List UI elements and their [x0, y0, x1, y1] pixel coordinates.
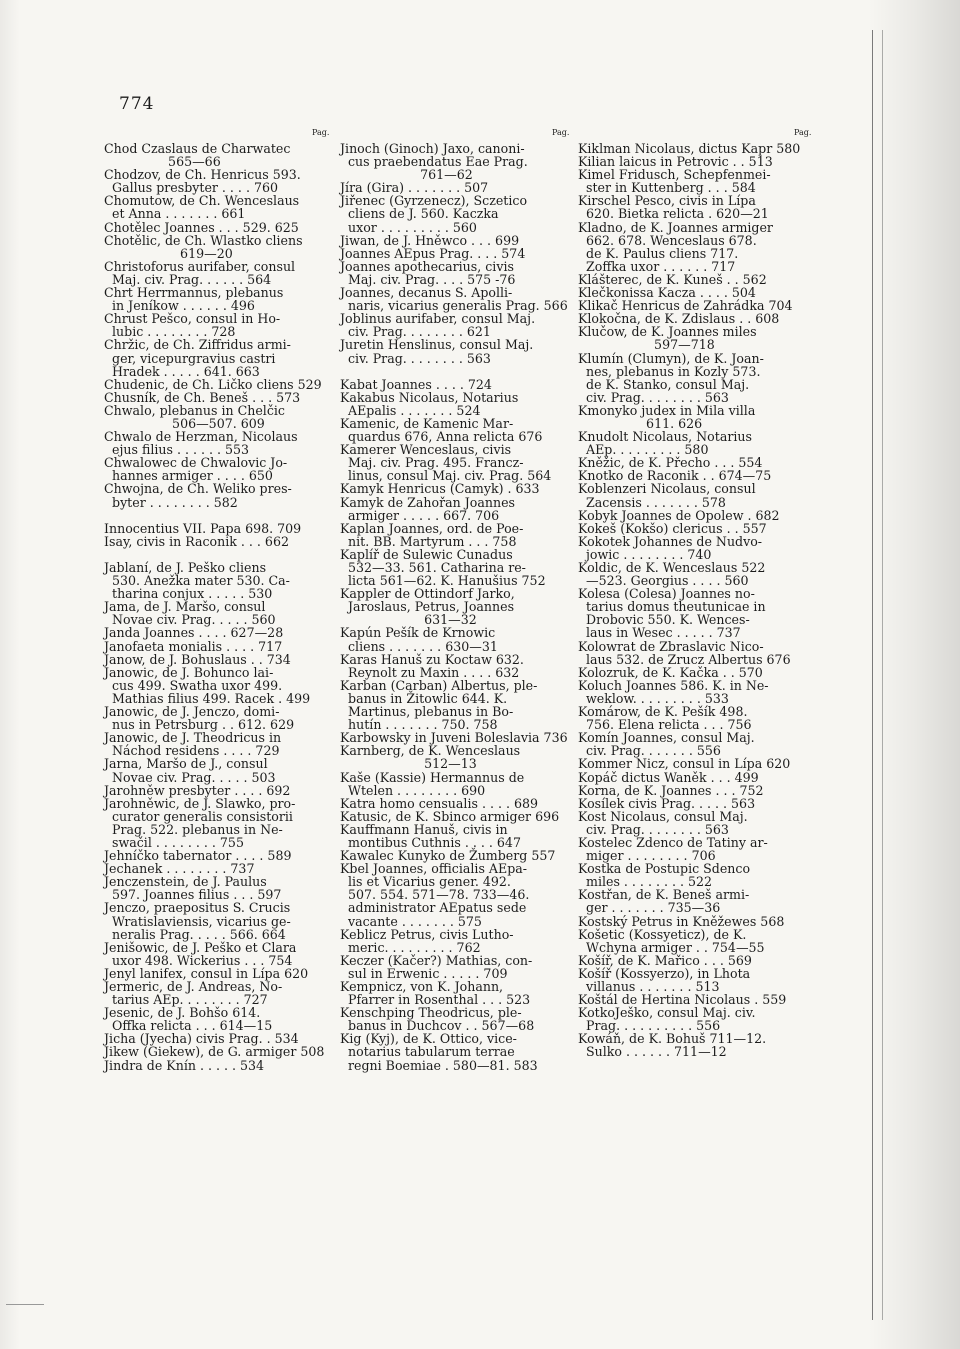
index-entry: lubic . . . . . . . . 728 — [104, 324, 236, 340]
index-entry: Kawalec Kunyko de Žumberg 557 — [340, 848, 556, 864]
index-entry: —523. Georgius . . . . 560 — [578, 573, 749, 589]
index-entry: linus, consul Maj. civ. Prag. 564 — [340, 468, 552, 484]
index-entry: cliens . . . . . . . 630—31 — [340, 638, 498, 654]
index-entry: Chwalowec de Chwalovic Jo- — [104, 455, 288, 471]
index-entry: Jiwan, de J. Hněwco . . . 699 — [340, 232, 520, 248]
index-entry: Keblicz Petrus, civis Lutho- — [340, 926, 514, 942]
binding-line — [872, 30, 873, 1320]
index-entry: Kenschping Theodricus, ple- — [340, 1005, 522, 1021]
index-entry: montibus Cuthnis . . . . 647 — [340, 834, 521, 850]
index-entry: naris, vicarius generalis Prag. 566 — [340, 298, 568, 314]
index-entry: Kokotek Johannes de Nudvo- — [578, 533, 763, 549]
index-entry: 532—33. 561. Catharina re- — [340, 560, 526, 575]
index-entry: Chudenic, de Ch. Ličko cliens 529 — [104, 376, 322, 392]
index-entry: Maj. civ. Prag. . . . 575 -76 — [340, 271, 516, 287]
index-entry: Kempnicz, von K. Johann, — [340, 979, 504, 994]
index-entry: Klečkonissa Kacza . . . . 504 — [578, 285, 756, 301]
index-entry: Joannes, decanus S. Apolli- — [340, 285, 513, 301]
index-entry: Koblenzeri Nicolaus, consul — [578, 481, 756, 497]
index-entry: Chomutow, de Ch. Wenceslaus — [104, 193, 300, 209]
index-column-1 — [104, 142, 336, 1072]
index-entry: Chrust Pešco, consul in Ho- — [104, 311, 281, 327]
index-entry: 507. 554. 571—78. 733—46. — [340, 887, 530, 903]
index-entry: Chržic, de Ch. Ziffridus armi- — [104, 337, 291, 353]
index-entry: banus in Žitowlic 644. K. — [340, 690, 508, 706]
index-entry: ejus filius . . . . . . 553 — [104, 442, 250, 458]
index-entry: Kostka de Postupic Sdenco — [578, 861, 751, 877]
index-entry: Katra homo censualis . . . . 689 — [340, 795, 539, 811]
index-entry: Kamerer Wenceslaus, civis — [340, 442, 512, 458]
index-entry: Joblinus aurifaber, consul Maj. — [340, 311, 536, 327]
index-entry: 611. 626 — [578, 415, 703, 431]
index-entry: nus in Petrsburg . . 612. 629 — [104, 717, 295, 733]
index-entry: Jíra (Gira) . . . . . . . 507 — [340, 180, 489, 196]
index-entry: tarius domus theutunicae in — [578, 599, 766, 615]
index-entry: Kamyk Henricus (Camyk) . 633 — [340, 481, 540, 497]
index-column-2 — [340, 142, 574, 1072]
binding-line — [882, 30, 883, 1320]
index-entry: notarius tabularum terrae — [340, 1044, 515, 1060]
index-entry: Klučow, de K. Joannes miles — [578, 324, 757, 340]
page-shadow-left — [0, 0, 20, 1349]
index-entry: Knudolt Nicolaus, Notarius — [578, 429, 752, 445]
index-entry: Jermeric, de J. Andreas, No- — [104, 979, 283, 994]
index-entry: Chwojna, de Ch. Weliko pres- — [104, 481, 292, 497]
index-entry: Komárow, de K. Pešík 498. — [578, 704, 748, 720]
index-entry: uxor . . . . . . . . . 560 — [340, 219, 477, 235]
index-entry: Kopáč dictus Waněk . . . 499 — [578, 769, 759, 785]
index-entry: Kobyk Joannes de Opolew . 682 — [578, 507, 780, 523]
index-entry: Wchyna armiger . . 754—55 — [578, 939, 765, 955]
index-entry: Pfarrer in Rosenthal . . . 523 — [340, 992, 531, 1008]
index-entry: Chotělic, de Ch. Wlastko cliens — [104, 232, 303, 248]
index-entry: 662. 678. Wenceslaus 678. — [578, 232, 757, 248]
index-entry: 597. Joannes filius . . . 597 — [104, 887, 282, 903]
index-entry: Wtelen . . . . . . . . 690 — [340, 782, 486, 798]
index-entry: 761—62 — [340, 167, 473, 183]
index-entry — [340, 365, 574, 378]
index-entry: Janofaeta monialis . . . . 717 — [104, 638, 283, 654]
index-entry: licta 561—62. K. Hanušius 752 — [340, 573, 546, 589]
index-entry: miles . . . . . . . . 522 — [578, 874, 713, 890]
index-entry: Jarna, Maršo de J., consul — [104, 756, 268, 772]
index-entry: civ. Prag. . . . . . . . 563 — [578, 821, 729, 837]
index-entry: Kost Nicolaus, consul Maj. — [578, 808, 748, 824]
index-entry: Klokočna, de K. Zdislaus . . 608 — [578, 311, 780, 327]
index-entry: cus praebendatus Eae Prag. — [340, 154, 528, 170]
index-entry: Jikew (Giekew), de G. armiger 508 — [104, 1044, 325, 1060]
index-entry: quardus 676, Anna relicta 676 — [340, 429, 543, 445]
index-entry: Kig (Kyj), de K. Ottico, vice- — [340, 1031, 517, 1047]
page-number: 774 — [119, 94, 155, 114]
index-entry: uxor 498. Wickerius . . . 754 — [104, 952, 293, 968]
index-entry: Košíř, de K. Mařico . . . 569 — [578, 952, 752, 968]
index-entry: Kakabus Nicolaus, Notarius — [340, 389, 519, 405]
index-entry: miger . . . . . . . . 706 — [578, 848, 716, 864]
pag-label: Pag. — [794, 128, 812, 137]
index-entry: Janda Joannes . . . . 627—28 — [104, 625, 284, 641]
index-entry: Karnberg, de K. Wenceslaus — [340, 743, 521, 759]
pag-label: Pag. — [552, 128, 570, 137]
index-entry: Knotko de Raconik . . 674—75 — [578, 468, 772, 484]
index-entry: swačil . . . . . . . . 755 — [104, 834, 244, 850]
index-entry: armiger . . . . . 667. 706 — [340, 507, 500, 523]
index-entry: 565—66 — [104, 154, 221, 170]
index-entry: neralis Prag. . . . . 566. 664 — [104, 926, 286, 942]
index-entry: Kolowrat de Zbraslavic Nico- — [578, 638, 764, 654]
index-entry: Drobovic 550. K. Wences- — [578, 612, 750, 628]
index-entry: hutín . . . . . . . 750. 758 — [340, 717, 498, 733]
index-entry: Novae civ. Prag. . . . . 503 — [104, 769, 276, 785]
index-entry: Kladno, de K. Joannes armiger — [578, 219, 773, 235]
index-entry: Kolesa (Colesa) Joannes no- — [578, 586, 755, 602]
index-entry: Chusník, de Ch. Beneš . . . 573 — [104, 389, 301, 405]
index-entry: lis et Vicarius gener. 492. — [340, 874, 511, 890]
index-entry: Kosílek civis Prag. . . . . 563 — [578, 795, 756, 811]
index-entry: Koštál de Hertina Nicolaus . 559 — [578, 992, 787, 1008]
index-entry: Juretin Henslinus, consul Maj. — [340, 337, 534, 353]
index-entry: Kaplan Joannes, ord. de Poe- — [340, 520, 524, 536]
index-entry: Karas Hanuš zu Koctaw 632. — [340, 651, 524, 667]
index-entry: villanus . . . . . . . 513 — [578, 979, 720, 994]
index-entry: laus in Wesec . . . . . 737 — [578, 625, 741, 641]
index-entry: Jicha (Jyecha) civis Prag. . 534 — [104, 1031, 299, 1047]
index-entry: Janow, de J. Bohuslaus . . 734 — [104, 651, 291, 667]
index-entry: Kmonyko judex in Mila villa — [578, 402, 756, 418]
index-entry — [104, 509, 336, 522]
index-entry: Kokeš (Kokšo) clericus . . 557 — [578, 520, 767, 536]
index-entry: Košetic (Kossyeticz), de K. — [578, 926, 747, 942]
index-entry: Kilian laicus in Petrovic . . 513 — [578, 154, 773, 170]
index-entry: Chwalo de Herzman, Nicolaus — [104, 429, 298, 445]
index-entry: civ. Prag. . . . . . . . 563 — [340, 350, 491, 366]
index-entry: sul in Erwenic . . . . . 709 — [340, 965, 508, 981]
index-entry: Jenyl lanifex, consul in Lípa 620 — [104, 965, 309, 981]
index-entry: Jesenic, de J. Bohšo 614. — [104, 1005, 261, 1021]
index-entry: Kostelec Zdenco de Tatiny ar- — [578, 834, 768, 850]
index-entry: Jindra de Knín . . . . . 534 — [104, 1057, 265, 1073]
index-entry: Joannes apothecarius, civis — [340, 258, 514, 274]
index-entry: vacante . . . . . . . 575 — [340, 913, 482, 929]
index-entry: 619—20 — [104, 245, 233, 261]
index-entry: Joannes AEpus Prag. . . . 574 — [340, 245, 526, 261]
index-entry: civ. Prag. . . . . . . 556 — [578, 743, 721, 759]
pag-label: Pag. — [312, 128, 330, 137]
index-entry: Karbowsky in Juveni Boleslavia 736 — [340, 730, 568, 746]
index-entry: Komín Joannes, consul Maj. — [578, 730, 755, 746]
index-entry: Kiklman Nicolaus, dictus Kapr 580 — [578, 141, 801, 156]
index-entry: Jechanek . . . . . . . . 737 — [104, 861, 255, 877]
index-entry: 530. Anežka mater 530. Ca- — [104, 573, 290, 589]
index-entry: byter . . . . . . . . 582 — [104, 494, 238, 510]
index-entry: Korna, de K. Joannes . . . 752 — [578, 782, 764, 798]
index-entry: Klumín (Clumyn), de K. Joan- — [578, 350, 764, 366]
index-entry: Janowic, de J. Jenczo, domi- — [104, 704, 280, 720]
index-entry: Maj. civ. Prag. 495. Francz- — [340, 455, 524, 471]
index-entry: Jarohněwic, de J. Slawko, pro- — [104, 795, 296, 811]
index-entry: 756. Elena relicta . . . 756 — [578, 717, 752, 733]
index-entry: Hradek . . . . . 641. 663 — [104, 363, 260, 379]
index-entry: Chodzov, de Ch. Henricus 593. — [104, 167, 301, 183]
index-entry: weklow. . . . . . . . . 533 — [578, 690, 729, 706]
index-entry: Keczer (Kačer?) Mathias, con- — [340, 952, 533, 968]
index-entry: Chod Czaslaus de Charwatec — [104, 141, 291, 156]
index-entry: Innocentius VII. Papa 698. 709 — [104, 520, 302, 536]
index-entry: Kostřan, de K. Beneš armi- — [578, 887, 750, 903]
index-entry: Isay, civis in Raconik . . . 662 — [104, 533, 289, 549]
index-entry: Klikač Henricus de Zahrádka 704 — [578, 298, 793, 314]
index-entry: Kamyk de Zahořan Joannes — [340, 494, 515, 510]
index-entry: Kamenic, de Kamenic Mar- — [340, 415, 514, 431]
index-entry: administrator AEpatus sede — [340, 900, 527, 916]
index-entry: Kommer Nicz, consul in Lípa 620 — [578, 756, 791, 772]
index-entry: Kauffmann Hanuš, civis in — [340, 821, 508, 837]
index-entry: de K. Stanko, consul Maj. — [578, 376, 750, 392]
index-entry: Martinus, plebanus in Bo- — [340, 704, 514, 720]
index-entry: Katusic, de K. Sbinco armiger 696 — [340, 808, 560, 824]
index-entry: Kapún Pešík de Krnowic — [340, 625, 496, 641]
index-entry: Kostský Petrus in Kněžewes 568 — [578, 913, 785, 929]
index-entry: cliens de J. 560. Kaczka — [340, 206, 499, 222]
index-entry: et Anna . . . . . . . 661 — [104, 206, 246, 222]
index-entry: de K. Paulus cliens 717. — [578, 245, 739, 261]
index-entry: ger, vicepurgravius castri — [104, 350, 276, 366]
index-entry: Chotělec Joannes . . . 529. 625 — [104, 219, 299, 235]
index-entry: Mathias filius 499. Racek . 499 — [104, 690, 311, 706]
index-entry: Chwalo, plebanus in Chelčic — [104, 402, 285, 418]
index-entry: tarius AEp. . . . . . . . 727 — [104, 992, 268, 1008]
index-entry: Reynolt zu Maxin . . . . 632 — [340, 664, 520, 680]
scan-mark — [6, 1304, 44, 1305]
index-entry: Náchod residens . . . . 729 — [104, 743, 280, 759]
index-entry: cus 499. Swatha uxor 499. — [104, 677, 283, 693]
index-entry: Prag. . . . . . . . . . 556 — [578, 1018, 721, 1034]
index-entry: Sulko . . . . . . 711—12 — [578, 1044, 727, 1060]
index-entry: meric. . . . . . . . . 762 — [340, 939, 481, 955]
index-entry: Koluch Joannes 586. K. in Ne- — [578, 677, 769, 693]
index-entry: 631—32 — [340, 612, 477, 628]
index-entry: Jenczo, praepositus S. Crucis — [104, 900, 291, 916]
index-entry: Gallus presbyter . . . . 760 — [104, 180, 278, 196]
index-entry: AEp. . . . . . . . . 580 — [578, 442, 709, 458]
index-entry: Kaplíř de Sulewic Cunadus — [340, 546, 513, 562]
index-entry: ster in Kuttenberg . . . 584 — [578, 180, 756, 196]
index-entry: Zoffka uxor . . . . . . 717 — [578, 258, 736, 274]
index-entry: Offka relicta . . . 614—15 — [104, 1018, 273, 1034]
index-entry: jowic . . . . . . . . 740 — [578, 546, 712, 562]
index-entry: Kappler de Ottindorf Jarko, — [340, 586, 515, 602]
index-entry: Kowáň, de K. Bohuš 711—12. — [578, 1031, 767, 1047]
index-entry: Janowic, de J. Theodricus in — [104, 730, 282, 746]
index-entry: 506—507. 609 — [104, 415, 265, 431]
index-entry: Jehníčko tabernator . . . . 589 — [104, 848, 292, 864]
index-entry: Jinoch (Ginoch) Jaxo, canoni- — [340, 141, 525, 156]
index-entry: nit. BB. Martyrum . . . 758 — [340, 533, 517, 549]
index-entry: Jaroslaus, Petrus, Joannes — [340, 599, 515, 615]
index-entry: Jablaní, de J. Peško cliens — [104, 560, 267, 575]
index-entry: AEpalis . . . . . . . 524 — [340, 402, 481, 418]
index-entry: civ. Prag. . . . . . . . 563 — [578, 389, 729, 405]
index-entry: 597—718 — [578, 337, 715, 353]
index-entry: in Jeníkow . . . . . . 496 — [104, 298, 255, 314]
index-entry: curator generalis consistorii — [104, 808, 293, 824]
index-entry: Kabat Joannes . . . . 724 — [340, 376, 492, 392]
index-entry: Kbel Joannes, officialis AEpa- — [340, 861, 528, 877]
index-entry: Janowic, de J. Bohunco lai- — [104, 664, 274, 680]
index-entry: Kněžic, de K. Přecho . . . 554 — [578, 455, 763, 471]
index-entry: Wratislaviensis, vicarius ge- — [104, 913, 291, 929]
index-entry: laus 532. de Zrucz Albertus 676 — [578, 651, 791, 667]
index-entry: Koldic, de K. Wenceslaus 522 — [578, 560, 766, 575]
index-entry: Jarohněw presbyter . . . . 692 — [104, 782, 291, 798]
index-entry: Christoforus aurifaber, consul — [104, 258, 296, 274]
index-entry: regni Boemiae . 580—81. 583 — [340, 1057, 538, 1073]
index-entry: Kaše (Kassie) Hermannus de — [340, 769, 525, 785]
index-entry: KotkoJeško, consul Maj. civ. — [578, 1005, 756, 1021]
index-entry: Jama, de J. Maršo, consul — [104, 599, 266, 615]
index-entry: Chrt Herrmannus, plebanus — [104, 285, 284, 301]
index-entry: ger . . . . . . . 735—36 — [578, 900, 721, 916]
index-entry: Kimel Fridusch, Schepfenmei- — [578, 167, 771, 183]
index-entry: tharina conjux . . . . . 530 — [104, 586, 273, 602]
index-entry: Košíř (Kossyerzo), in Lhota — [578, 965, 751, 981]
index-entry: 512—13 — [340, 756, 477, 772]
index-entry: civ. Prag. . . . . . . . 621 — [340, 324, 491, 340]
index-entry: banus in Duchcov . . 567—68 — [340, 1018, 535, 1034]
index-entry: Prag. 522. plebanus in Ne- — [104, 821, 283, 837]
index-entry: Jenišowic, de J. Peško et Clara — [104, 939, 297, 955]
index-entry: Jiřenec (Gyrzenecz), Sczetico — [340, 193, 528, 209]
index-entry: Maj. civ. Prag. . . . . . 564 — [104, 271, 272, 287]
index-entry: Kirschel Pesco, civis in Lípa — [578, 193, 756, 209]
index-entry: Karban (Carban) Albertus, ple- — [340, 677, 538, 693]
index-entry: Novae civ. Prag. . . . . 560 — [104, 612, 276, 628]
index-entry: Zacensis . . . . . . . 578 — [578, 494, 726, 510]
index-entry: hannes armiger . . . . 650 — [104, 468, 273, 484]
index-column-3 — [578, 142, 814, 1059]
index-entry: Kolozruk, de K. Kačka . . 570 — [578, 664, 763, 680]
index-entry: nes, plebanus in Kozly 573. — [578, 363, 761, 379]
index-entry: Jenczenstein, de J. Paulus — [104, 874, 267, 890]
index-entry: 620. Bietka relicta . 620—21 — [578, 206, 769, 222]
index-entry: Klášterec, de K. Kuneš . . 562 — [578, 271, 767, 287]
